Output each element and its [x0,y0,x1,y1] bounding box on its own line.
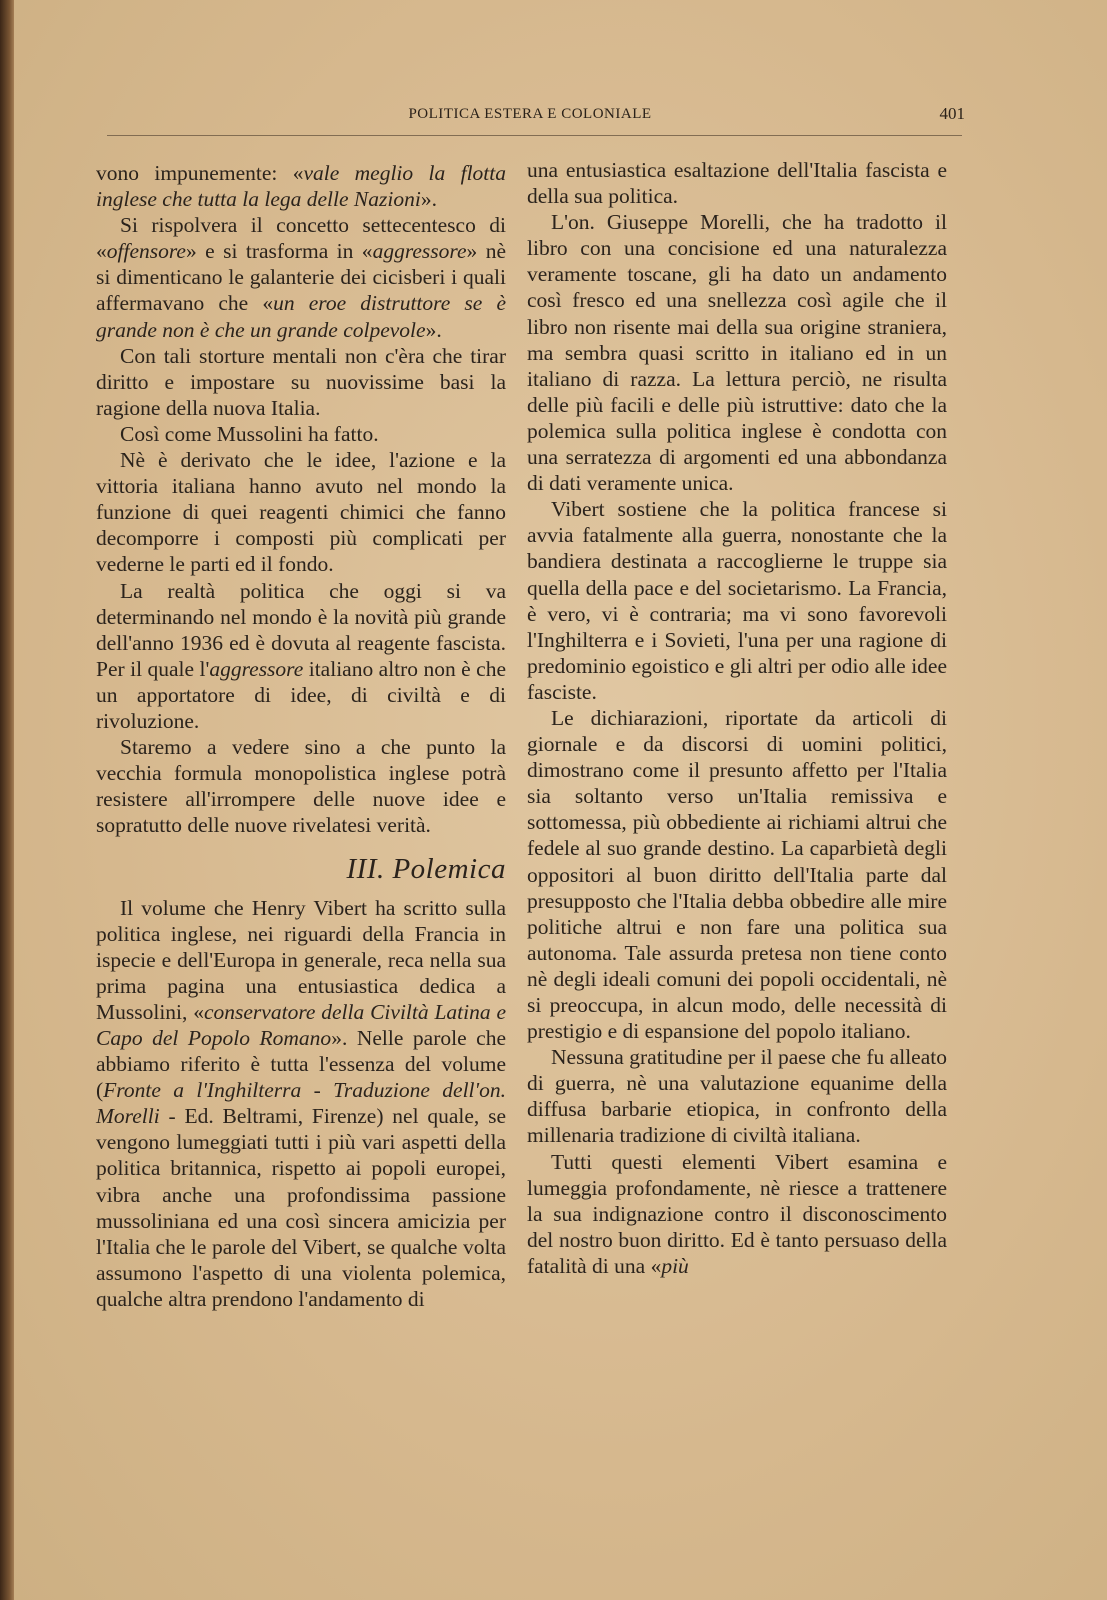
paragraph: Così come Mussolini ha fatto. [120,421,379,446]
paragraph: Si rispolvera il concetto settecentesco di «offensore» e si trasforma in «aggressore» nè si dimenticano le galanterie dei cicisberi i quali affermavano che «un eroe distruttore se è grande non è che un grande colpevole». [96,213,506,342]
section-title: III. Polemica [346,853,506,886]
paragraph: Staremo a vedere sino a che punto la vecchia formula monopolistica inglese potrà resistere all'irrompere delle nuove idee e sopratutto delle nuove rivelatesi verità. [96,735,506,838]
paragraph: una entusiastica esaltazione dell'Italia fascista e della sua politica. [527,158,947,209]
left-column [96,160,506,1312]
header-rule [107,135,962,136]
paragraph: Il volume che Henry Vibert ha scritto sulla politica inglese, nei riguardi della Francia in ispecie e dell'Europa in generale, reca nella sua prima pagina una entusiastica dedica a Mussolini, «conservatore della Civiltà Latina e Capo del Popolo Romano». Nelle parole che abbiamo riferito è tutta l'essenza del volume (Fronte a l'Inghilterra - Traduzione dell'on. Morelli - Ed. Beltrami, Firenze) nel quale, se vengono lumeggiati tutti i più vari aspetti della politica britannica, rispetto ai popoli europei, vibra anche una profondissima passione mussoliniana ed una così sincera amicizia per l'Italia che le parole del Vibert, se qualche volta assumono l'aspetto di una violenta polemica, qualche altra prendono l'andamento di [96,895,506,1311]
paragraph: vono impunemente: «vale meglio la flotta inglese che tutta la lega delle Nazioni». [96,161,506,212]
right-column [527,157,947,1279]
paragraph: L'on. Giuseppe Morelli, che ha tradotto il libro con una concisione ed una naturalezza veramente toscane, gli ha dato un andamento così fresco ed una snellezza così agile che il libro non risente mai della sua origine straniera, ma sembra quasi scritto in italiano ed in un italiano di razza. La lettura perciò, ne risulta delle più facili e delle più istruttive: dato che la polemica sulla politica inglese è condotta con una serratezza di argomenti ed una abbondanza di dati veramente unica. [527,210,947,496]
page-number: 401 [939,104,965,123]
paragraph: Le dichiarazioni, riportate da articoli di giornale e da discorsi di uomini politici, dimostrano come il presunto affetto per l'Italia sia soltanto verso un'Italia remissiva e sottomessa, più obbediente ai richiami altrui che fedele al suo grande destino. La caparbietà degli oppositori al buon diritto dell'Italia parte dal presupposto che l'Italia debba obbedire alle mire politiche altrui e non fare una politica sua autonoma. Tale assurda pretesa non tiene conto nè degli ideali comuni dei popoli occidentali, nè si preoccupa, in alcun modo, delle necessità di prestigio e di espansione del popolo italiano. [527,705,947,1044]
paragraph: Nessuna gratitudine per il paese che fu alleato di guerra, nè una valutazione equanime della diffusa barbarie etiopica, in confronto della millenaria tradizione di civiltà italiana. [527,1045,947,1148]
paragraph: La realtà politica che oggi si va determinando nel mondo è la novità più grande dell'anno 1936 ed è dovuta al reagente fascista. Per il quale l'aggressore italiano altro non è che un apportatore di idee, di civiltà e di rivoluzione. [96,578,506,733]
paragraph: Vibert sostiene che la politica francese si avvia fatalmente alla guerra, nonostante che la bandiera destinata a raccoglierne le truppe sia quella della pace e del societarismo. La Francia, è vero, vi è contraria; ma vi sono favorevoli l'Inghilterra e i Sovieti, l'una per una ragione di predominio egoistico e gli altri per odio alle idee fasciste. [527,497,947,704]
paragraph: Tutti questi elementi Vibert esamina e lumeggia profondamente, nè riesce a trattenere la sua indignazione contro il disconoscimento del nostro buon diritto. Ed è tanto persuaso della fatalità di una «più [527,1149,947,1278]
paragraph: Con tali storture mentali non c'èra che tirar diritto e impostare su nuovissime basi la ragione della nuova Italia. [96,343,506,420]
paragraph: Nè è derivato che le idee, l'azione e la vittoria italiana hanno avuto nel mondo la funzione di quei reagenti chimici che fanno decomporre i composti più complicati per vederne le parti ed il fondo. [96,448,506,577]
page-header [95,104,965,130]
running-title: POLITICA ESTERA E COLONIALE [408,106,652,122]
